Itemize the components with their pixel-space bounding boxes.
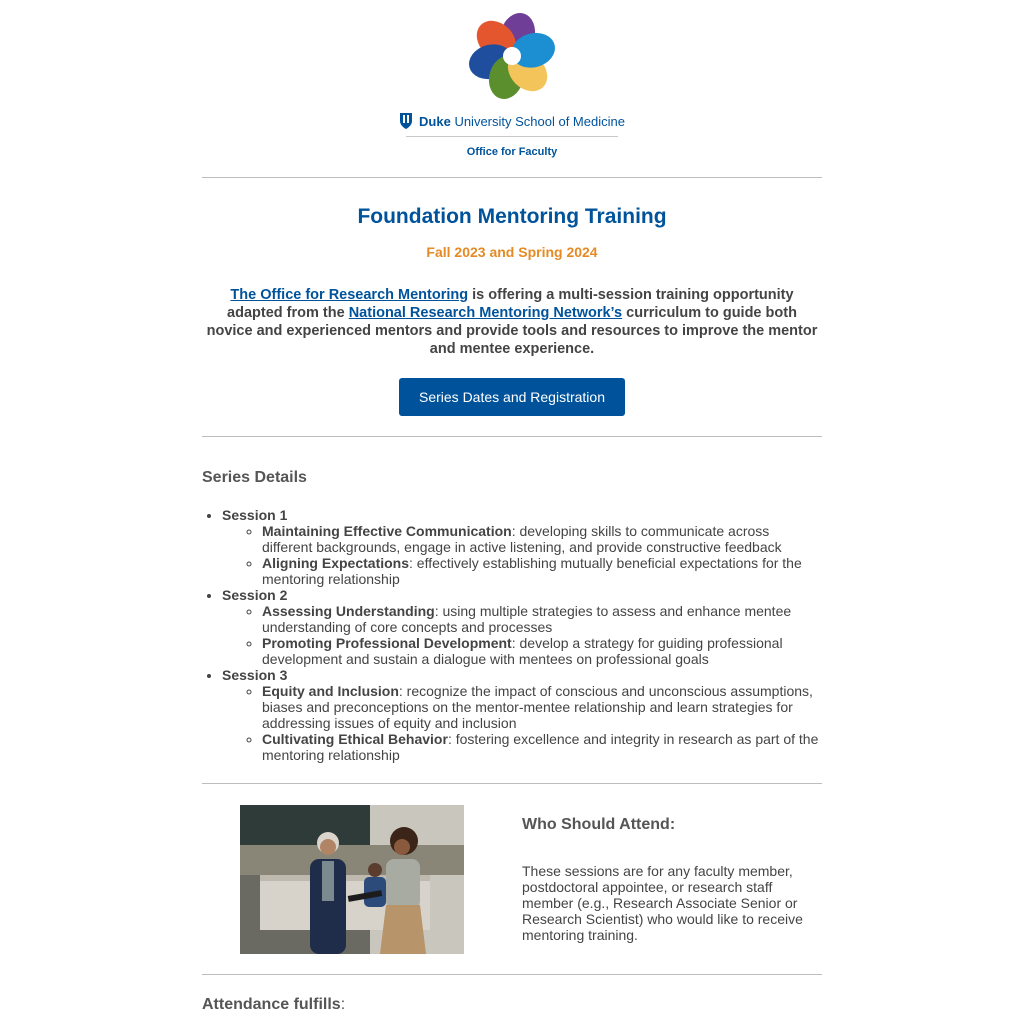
topic-item xyxy=(262,683,822,731)
topic-name: Equity and Inclusion xyxy=(262,683,399,699)
attendance-fulfills-colon: : xyxy=(340,996,346,1013)
topic-name: Maintaining Effective Communication xyxy=(262,523,512,539)
session-label: Session 2 xyxy=(222,587,288,603)
topic-item xyxy=(262,731,822,763)
intro-paragraph xyxy=(202,286,822,358)
topic-item xyxy=(262,523,822,555)
intro-text-2: curriculum to guide both novice and experienced mentors and provide tools and resources to improve the mentor and mentee experience. xyxy=(206,305,818,357)
topic-desc: : using multiple strategies to assess and enhance mentee understanding of core concepts and processes xyxy=(262,603,792,635)
divider xyxy=(202,177,822,178)
topic-name: Assessing Understanding xyxy=(262,603,435,619)
attendance-fulfills-heading xyxy=(202,996,822,1014)
office-name: Office for Faculty xyxy=(466,146,558,158)
pinwheel-logo-icon xyxy=(464,10,560,102)
session-item xyxy=(222,667,822,763)
topic-desc: : effectively establishing mutually beneficial expectations for the mentoring relationship xyxy=(262,555,802,587)
divider xyxy=(202,436,822,437)
who-should-attend-section xyxy=(202,784,822,974)
institution-bold: Duke xyxy=(419,113,451,129)
session-label: Session 1 xyxy=(222,507,288,523)
nrmn-link[interactable]: National Research Mentoring Network’s xyxy=(348,305,623,321)
email-body xyxy=(202,0,822,1014)
topic-name: Cultivating Ethical Behavior xyxy=(262,731,448,747)
institution-name xyxy=(202,112,822,130)
sessions-list xyxy=(202,507,822,763)
topic-item xyxy=(262,555,822,587)
topic-name: Promoting Professional Development xyxy=(262,635,512,651)
logo-divider xyxy=(406,136,618,137)
divider xyxy=(202,974,822,975)
session-item xyxy=(222,587,822,667)
who-should-attend-body: These sessions are for any faculty member, postdoctoral appointee, or research staff member (e.g., Research Associate Senior or Research Scientist) who would like to receive mentoring training. xyxy=(522,863,803,943)
registration-button[interactable]: Series Dates and Registration xyxy=(399,378,625,416)
topic-desc: : develop a strategy for guiding professional development and sustain a dialogue with mentees on professional goals xyxy=(262,635,783,667)
intro-text-1: is offering a multi-session training opportunity adapted from the xyxy=(227,287,794,321)
topic-desc: : fostering excellence and integrity in research as part of the mentoring relationship xyxy=(262,731,819,763)
page-title: Foundation Mentoring Training xyxy=(357,205,667,228)
topic-item xyxy=(262,635,822,667)
institution-rest: University School of Medicine xyxy=(454,113,625,129)
office-research-mentoring-link[interactable]: The Office for Research Mentoring xyxy=(230,287,469,303)
topic-desc: : recognize the impact of conscious and unconscious assumptions, biases and preconceptions on the mentor-mentee relationship and learn strategies for addressing issues of equity and inclusion xyxy=(262,683,813,731)
attendance-fulfills-bold: Attendance fulfills xyxy=(202,996,341,1013)
topic-name: Aligning Expectations xyxy=(262,555,410,571)
header-logo xyxy=(202,0,822,177)
topic-item xyxy=(262,603,822,635)
duke-shield-icon xyxy=(399,112,413,130)
who-should-attend-heading: Who Should Attend: xyxy=(522,816,676,833)
topic-desc: : developing skills to communicate across different backgrounds, engage in active listening, and provide constructive feedback xyxy=(262,523,782,555)
series-details-heading: Series Details xyxy=(202,469,307,486)
mentoring-photo xyxy=(240,805,464,954)
page-subtitle: Fall 2023 and Spring 2024 xyxy=(426,244,598,260)
session-item xyxy=(222,507,822,587)
session-label: Session 3 xyxy=(222,667,288,683)
